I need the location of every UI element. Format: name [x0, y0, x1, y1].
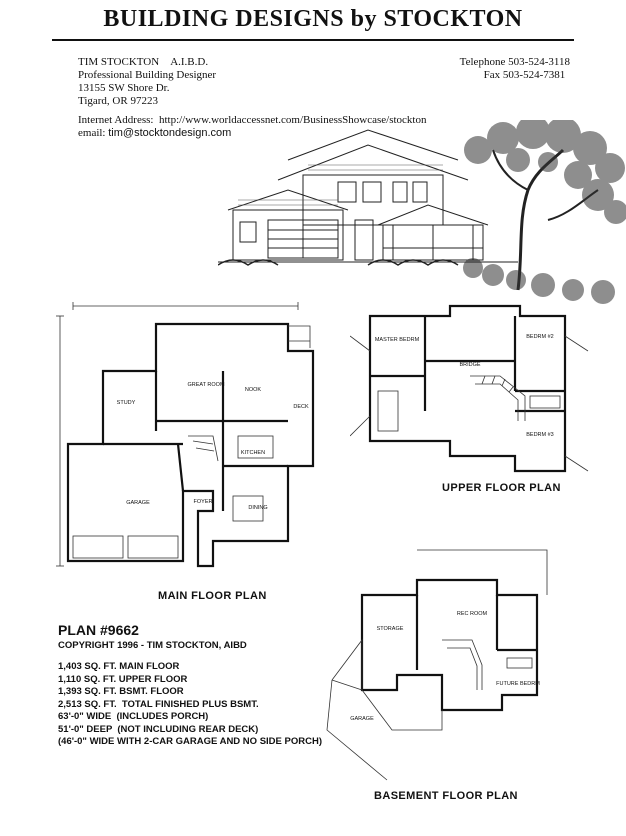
- internet-label: Internet Address:: [78, 114, 154, 126]
- title-rule: [52, 39, 574, 41]
- room-label-bedrm2: BEDRM #2: [526, 334, 554, 340]
- spec-line: 2,513 SQ. FT. TOTAL FINISHED PLUS BSMT.: [58, 698, 259, 710]
- room-label-master-bedrm: MASTER BEDRM: [374, 337, 420, 343]
- plan-info: [58, 622, 322, 749]
- spec-line: 1,403 SQ. FT. MAIN FLOOR: [58, 661, 180, 672]
- main-floor-plan: [48, 296, 328, 591]
- room-label-dining: DINING: [248, 505, 268, 511]
- spec-line: 51'-0" DEEP (NOT INCLUDING REAR DECK): [58, 723, 259, 735]
- email-address[interactable]: tim@stocktondesign.com: [108, 127, 232, 139]
- room-label-foyer: FOYER: [193, 499, 213, 505]
- plan-number: PLAN #9662: [58, 622, 139, 638]
- spec-list: [58, 661, 322, 749]
- email-label: email:: [78, 127, 106, 139]
- street-address: 13155 SW Shore Dr.: [78, 82, 170, 94]
- email-line: [78, 127, 231, 140]
- basement-floor-plan: [322, 540, 602, 790]
- room-label-deck: DECK: [293, 404, 309, 410]
- contact-block: [78, 56, 216, 108]
- page-title: BUILDING DESIGNS by STOCKTON: [103, 6, 523, 32]
- fax: Fax 503-524-7381: [483, 69, 566, 81]
- room-label-rec-room: REC ROOM: [456, 611, 488, 617]
- room-label-garage-lower: GARAGE: [350, 716, 374, 722]
- designer-credential: A.I.B.D.: [170, 56, 209, 68]
- house-rendering: [218, 120, 626, 310]
- designer-role: Professional Building Designer: [78, 69, 217, 81]
- room-label-nook: NOOK: [244, 387, 262, 393]
- basement-floor-plan-label: BASEMENT FLOOR PLAN: [374, 790, 518, 802]
- designer-name: TIM STOCKTON: [78, 56, 160, 68]
- spec-line: 63'-0" WIDE (INCLUDES PORCH): [58, 711, 209, 722]
- room-label-storage: STORAGE: [376, 626, 404, 632]
- phone-block: [460, 56, 570, 82]
- room-label-bedrm3: BEDRM #3: [526, 432, 554, 438]
- room-label-great-room: GREAT ROOM: [187, 382, 225, 388]
- room-label-bridge: BRIDGE: [459, 362, 481, 368]
- city-address: Tigard, OR 97223: [78, 95, 158, 107]
- spec-line: (46'-0" WIDE WITH 2-CAR GARAGE AND NO SIDE PORCH): [58, 736, 322, 747]
- spec-line: 1,393 SQ. FT. BSMT. FLOOR: [58, 686, 184, 697]
- room-label-garage: GARAGE: [126, 500, 150, 506]
- room-label-kitchen: KITCHEN: [240, 450, 266, 456]
- room-label-study: STUDY: [116, 400, 136, 406]
- room-label-future-bedrm: FUTURE BEDRM: [496, 681, 540, 687]
- copyright: COPYRIGHT 1996 - TIM STOCKTON, AIBD: [58, 640, 247, 651]
- spec-line: 1,110 SQ. FT. UPPER FLOOR: [58, 673, 188, 685]
- internet-url[interactable]: http://www.worldaccessnet.com/BusinessShowcase/stockton: [158, 114, 427, 126]
- upper-floor-plan-label: UPPER FLOOR PLAN: [442, 482, 561, 494]
- telephone: Telephone 503-524-3118: [459, 56, 570, 68]
- main-floor-plan-label: MAIN FLOOR PLAN: [158, 590, 267, 602]
